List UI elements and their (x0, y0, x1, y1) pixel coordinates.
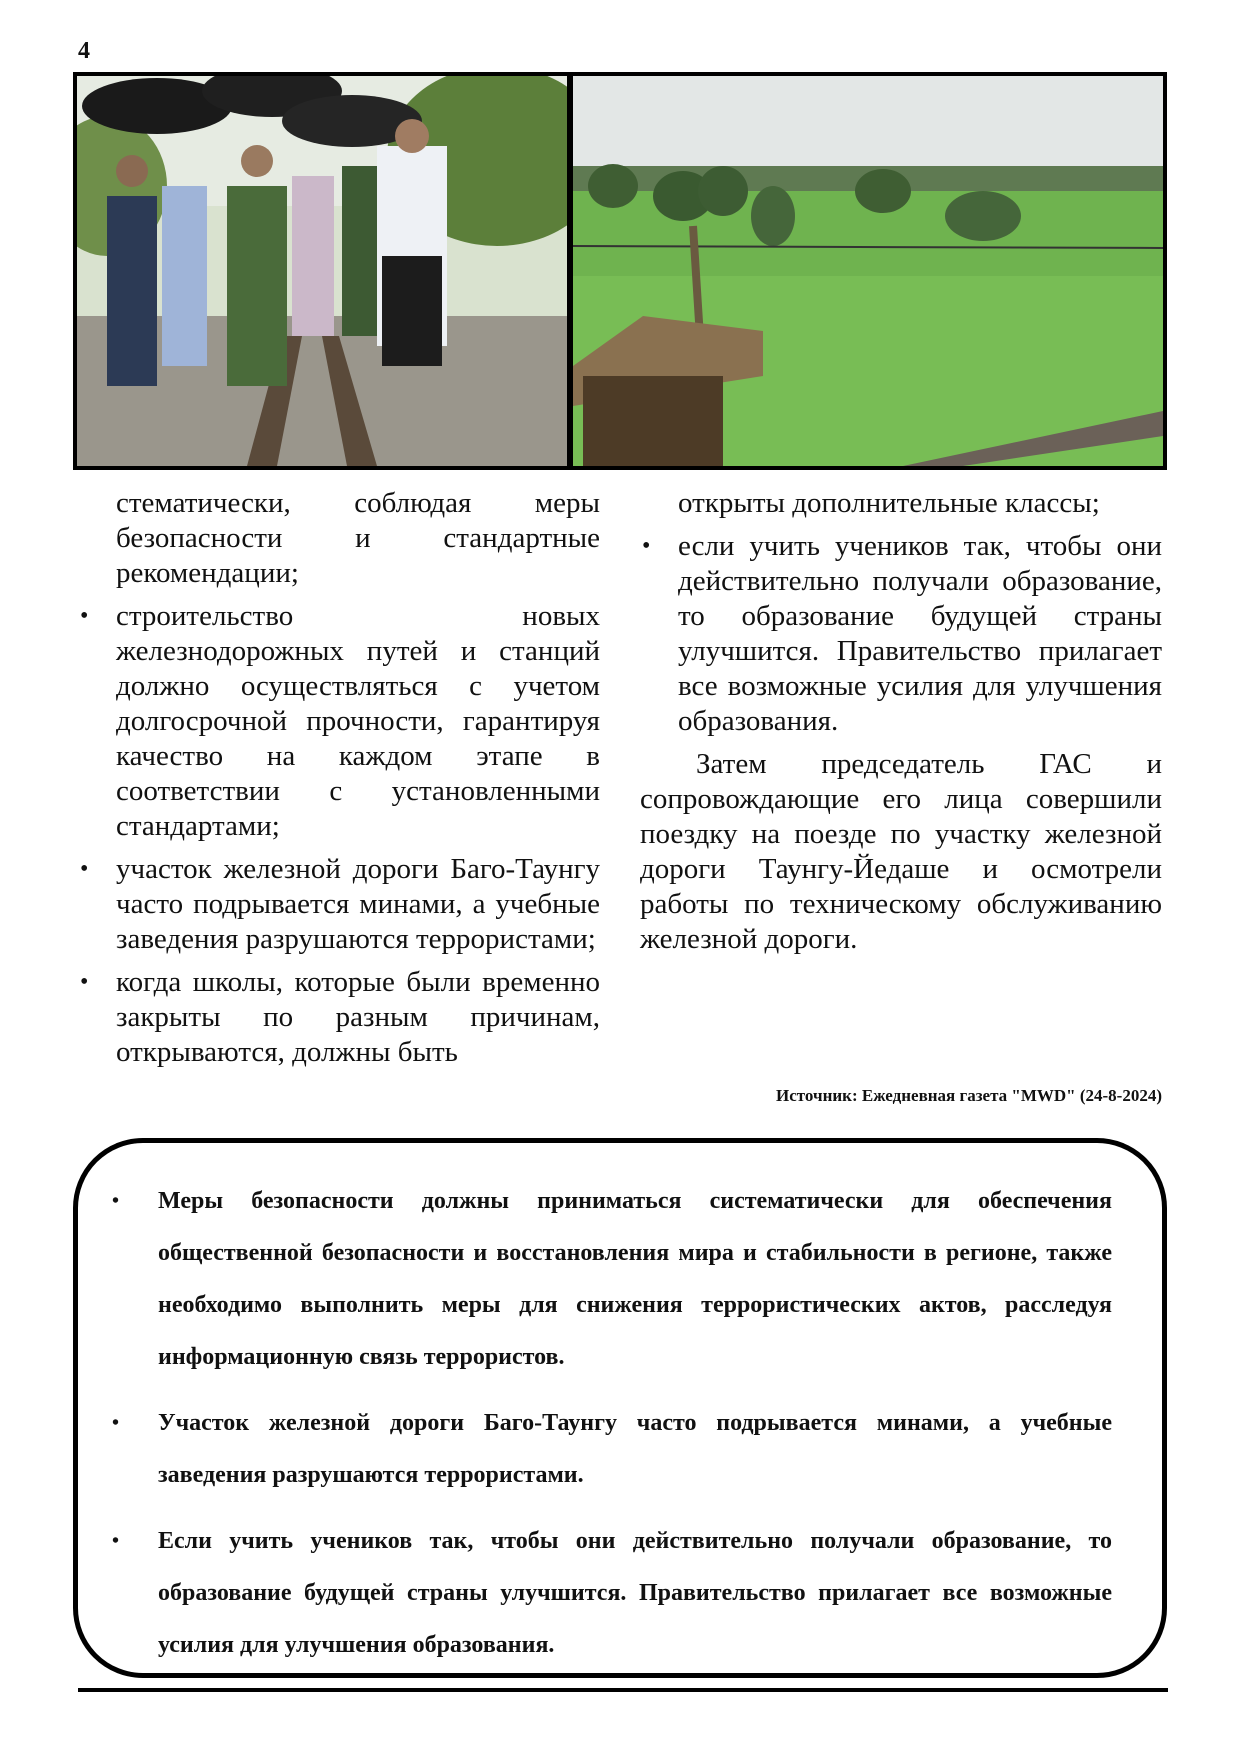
photo-strip (73, 72, 1167, 470)
bullet-icon: • (112, 1190, 120, 1212)
bullet-icon: • (112, 1530, 120, 1552)
bullet-icon: • (112, 1412, 120, 1434)
summary-box (73, 1138, 1167, 1678)
article-left-column (78, 486, 600, 1078)
article-bullet (78, 852, 600, 957)
summary-item-text: Участок железной дороги Баго-Таунгу часто подрывается минами, а учебные заведения разрушаются террористами. (158, 1410, 1112, 1488)
photo-rice-field-icon (573, 76, 1163, 466)
bottom-rule (78, 1688, 1168, 1692)
summary-item-text: Меры безопасности должны приниматься систематически для обеспечения общественной безопасности и восстановления мира и стабильности в регионе, также необходимо выполнить меры для снижения террористических актов, расследуя информационную связь террористов. (158, 1188, 1112, 1370)
summary-item-text: Если учить учеников так, чтобы они действительно получали образование, то образование будущей страны улучшится. Правительство прилагает все возможные усилия для улучшения образования. (158, 1528, 1112, 1658)
summary-item (108, 1397, 1112, 1501)
bullet-icon: • (80, 603, 89, 629)
article-continuation-right: открыты дополнительные классы; (678, 487, 1100, 519)
article-bullet-text: строительство новых железнодорожных путей и станций должно осуществляться с учетом долгосрочной прочности, гарантируя качество на каждом этапе в соответствии с установленными стандартами; (116, 600, 600, 842)
article-continuation-left: стематически, соблюдая меры безопасности и стандартные рекомендации; (116, 487, 600, 589)
page-number: 4 (78, 38, 90, 64)
article-source: Источник: Ежедневная газета "MWD" (24-8-2024) (776, 1086, 1162, 1105)
summary-item (108, 1175, 1112, 1383)
article-bullet (640, 529, 1162, 739)
bullet-icon: • (80, 969, 89, 995)
article-bullet-text: если учить учеников так, чтобы они действительно получали образование, то образование будущей страны улучшится. Правительство прилагает все возможные усилия для улучшения образования. (678, 530, 1162, 737)
summary-item (108, 1515, 1112, 1671)
bullet-icon: • (642, 533, 651, 559)
article-paragraph: Затем председатель ГАС и сопровождающие его лица совершили поездку на поезде по участку железной дороги Таунгу-Йедаше и осмотрели работы по техническому обслуживанию железной дороги. (640, 748, 1162, 955)
article-right-column (640, 486, 1162, 957)
bullet-icon: • (80, 856, 89, 882)
article-bullet (78, 599, 600, 844)
article-bullet-text: когда школы, которые были временно закрыты по разным причинам, открываются, должны быть (116, 966, 600, 1068)
article-bullet (78, 965, 600, 1070)
photo-officials-on-railway-icon (77, 76, 567, 466)
article-bullet-text: участок железной дороги Баго-Таунгу часто подрывается минами, а учебные заведения разрушаются террористами; (116, 853, 600, 955)
